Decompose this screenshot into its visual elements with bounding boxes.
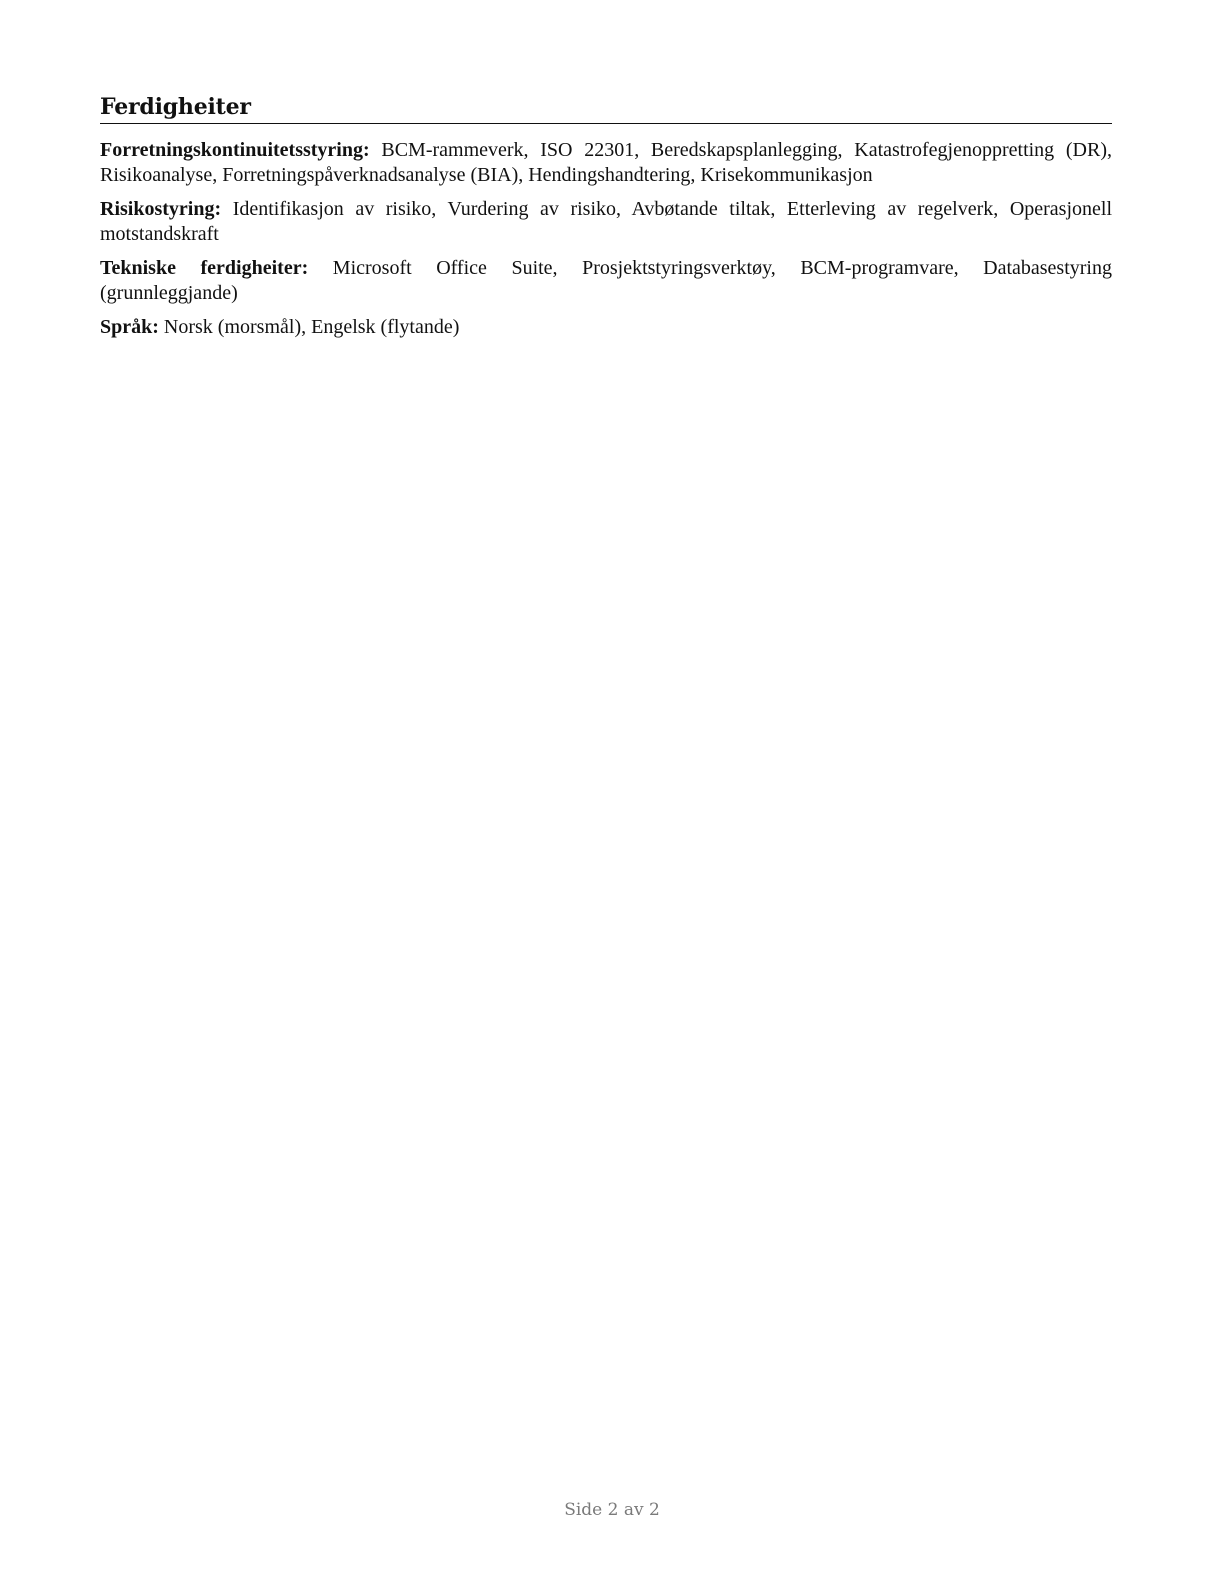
skill-label: Forretningskontinuitetsstyring: xyxy=(100,139,370,161)
skill-text: Norsk (morsmål), Engelsk (flytande) xyxy=(163,316,460,338)
skill-entry-technical xyxy=(100,256,1112,306)
skill-text: Identifikasjon av risiko, Vurdering av risiko, Avbøtande tiltak, Etterleving av regelverk, Operasjonell motstandskraft xyxy=(100,198,1113,245)
skill-entry-risk-management xyxy=(100,197,1112,247)
skill-entry-languages xyxy=(100,315,1112,340)
section-heading: Ferdigheiter xyxy=(100,92,1112,124)
skill-label: Risikostyring: xyxy=(100,198,222,220)
page-number-footer: Side 2 av 2 xyxy=(564,1500,660,1520)
skills-list xyxy=(100,138,1112,340)
page-content xyxy=(100,92,1112,349)
skill-text: BCM-rammeverk, ISO 22301, Beredskapsplanlegging, Katastrofegjenoppretting (DR), Risikoanalyse, Forretningspåverknadsanalyse (BIA), Hendingshandtering, Krisekommunikasjon xyxy=(100,139,1112,186)
skill-label: Språk: xyxy=(100,316,159,338)
skill-label: Tekniske ferdigheiter: xyxy=(100,257,309,279)
skill-text: Microsoft Office Suite, Prosjektstyringsverktøy, BCM-programvare, Databasestyring (grunnleggjande) xyxy=(100,257,1112,304)
skill-entry-business-continuity xyxy=(100,138,1112,188)
